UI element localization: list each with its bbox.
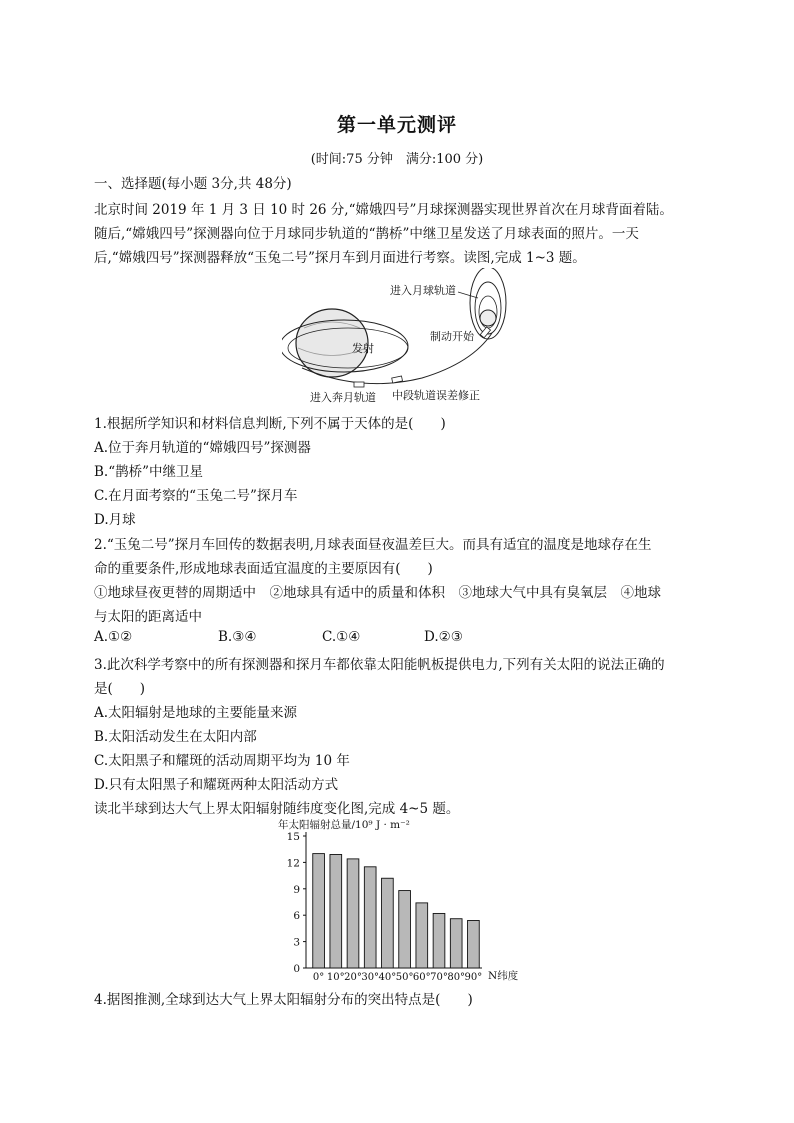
q2-option-c: C.①④: [322, 629, 361, 645]
label-launch: 发射: [352, 342, 374, 355]
q1-option-c: C.在月面考察的“玉兔二号”探月车: [94, 488, 298, 504]
q2-options: [94, 629, 463, 645]
chart-x-tick-label: 90°: [464, 972, 483, 983]
q2-stem-line-1: 2.“玉兔二号”探月车回传的数据表明,月球表面昼夜温差巨大。而具有适宜的温度是地球存在生: [94, 537, 652, 553]
chart-bar: [416, 903, 428, 968]
chart-bar: [399, 891, 411, 968]
q2-stem-line-2: 命的重要条件,形成地球表面适宜温度的主要原因有( ): [94, 561, 433, 577]
section-header: 一、选择题(每小题 3分,共 48分): [94, 176, 292, 192]
q3-stem-line-2: 是( ): [94, 681, 146, 697]
chart-x-tick-label: 50°: [395, 972, 414, 983]
exam-time-score: (时间:75 分钟 满分:100 分): [310, 152, 484, 167]
chart-x-tick-label: 10°: [326, 972, 345, 983]
chart-bar: [468, 920, 480, 968]
label-braking-start: 制动开始: [430, 330, 474, 343]
q2-statements-line-2: 与太阳的距离适中: [94, 609, 202, 625]
q4-stem: 4.据图推测,全球到达大气上界太阳辐射分布的突出特点是( ): [94, 992, 473, 1008]
q3-option-c: C.太阳黑子和耀斑的活动周期平均为 10 年: [94, 753, 350, 769]
chart-x-tick-label: 30°: [361, 972, 380, 983]
chart-x-tick-label: 80°: [447, 972, 466, 983]
q3-option-b: B.太阳活动发生在太阳内部: [94, 729, 257, 745]
chart-y-tick-label: 3: [293, 936, 300, 949]
label-enter-transfer-orbit: 进入奔月轨道: [310, 391, 376, 404]
chart-x-tick-label: 20°: [344, 972, 362, 983]
chart-bar: [450, 919, 462, 968]
intro-line-3: 后,“嫦娥四号”探测器释放“玉兔二号”探月车到月面进行考察。读图,完成 1~3 题。: [94, 250, 586, 266]
chart-bar: [364, 867, 376, 968]
chart-bar: [347, 859, 359, 968]
q2-statements-line-1: ①地球昼夜更替的周期适中 ②地球具有适中的质量和体积 ③地球大气中具有臭氧层 ④地球: [94, 585, 661, 601]
chart-y-tick-label: 0: [293, 963, 300, 975]
chart-intro: 读北半球到达大气上界太阳辐射随纬度变化图,完成 4~5 题。: [94, 801, 460, 817]
moon-shape: [480, 310, 496, 326]
chart-y-tick-label: 12: [286, 857, 300, 870]
probe-mark-3: [480, 327, 490, 338]
chart-bar: [433, 913, 445, 968]
chart-bar: [382, 878, 394, 968]
intro-line-2: 随后,“嫦娥四号”探测器向位于月球同步轨道的“鹊桥”中继卫星发送了月球表面的照片。一天: [94, 226, 639, 242]
label-midcourse-correction: 中段轨道误差修正: [392, 389, 480, 402]
chart-x-tick-label: 40°: [378, 972, 397, 983]
chart-bar: [330, 854, 342, 968]
q2-option-a: A.①②: [94, 629, 133, 645]
chart-x-tick-label: 60°: [412, 972, 431, 983]
q2-option-b: B.③④: [218, 629, 257, 645]
chart-y-axis-label: 年太阳辐射总量/10⁹ J · m⁻²: [278, 819, 410, 831]
lunar-orbit-diagram: [282, 268, 522, 408]
chart-y-tick-label: 9: [293, 883, 300, 896]
chart-y-tick-label: 6: [293, 910, 300, 923]
probe-mark-1: [354, 382, 364, 387]
q3-option-d: D.只有太阳黑子和耀斑两种太阳活动方式: [94, 777, 339, 793]
label-enter-lunar-orbit: 进入月球轨道: [390, 284, 456, 297]
q1-stem: 1.根据所学知识和材料信息判断,下列不属于天体的是( ): [94, 416, 446, 432]
q2-option-d: D.②③: [424, 629, 463, 645]
chart-y-tick-label: 15: [286, 831, 300, 843]
q3-option-a: A.太阳辐射是地球的主要能量来源: [94, 705, 298, 721]
intro-line-1: 北京时间 2019 年 1 月 3 日 10 时 26 分,“嫦娥四号”月球探测器实现世界首次在月球背面着陆。: [94, 202, 673, 218]
q1-option-d: D.月球: [94, 512, 136, 528]
chart-bar: [313, 854, 325, 968]
page-title: 第一单元测评: [336, 114, 457, 136]
chart-x-tick-label: 70°: [430, 972, 448, 983]
q1-option-b: B.“鹊桥”中继卫星: [94, 464, 204, 480]
chart-x-axis-label: N纬度: [488, 970, 519, 982]
q3-stem-line-1: 3.此次科学考察中的所有探测器和探月车都依靠太阳能帆板提供电力,下列有关太阳的说法正确的: [94, 657, 665, 673]
solar-radiation-chart: [270, 816, 530, 986]
q1-option-a: A.位于奔月轨道的“嫦娥四号”探测器: [94, 440, 311, 456]
chart-x-tick-label: 0°: [312, 972, 325, 983]
